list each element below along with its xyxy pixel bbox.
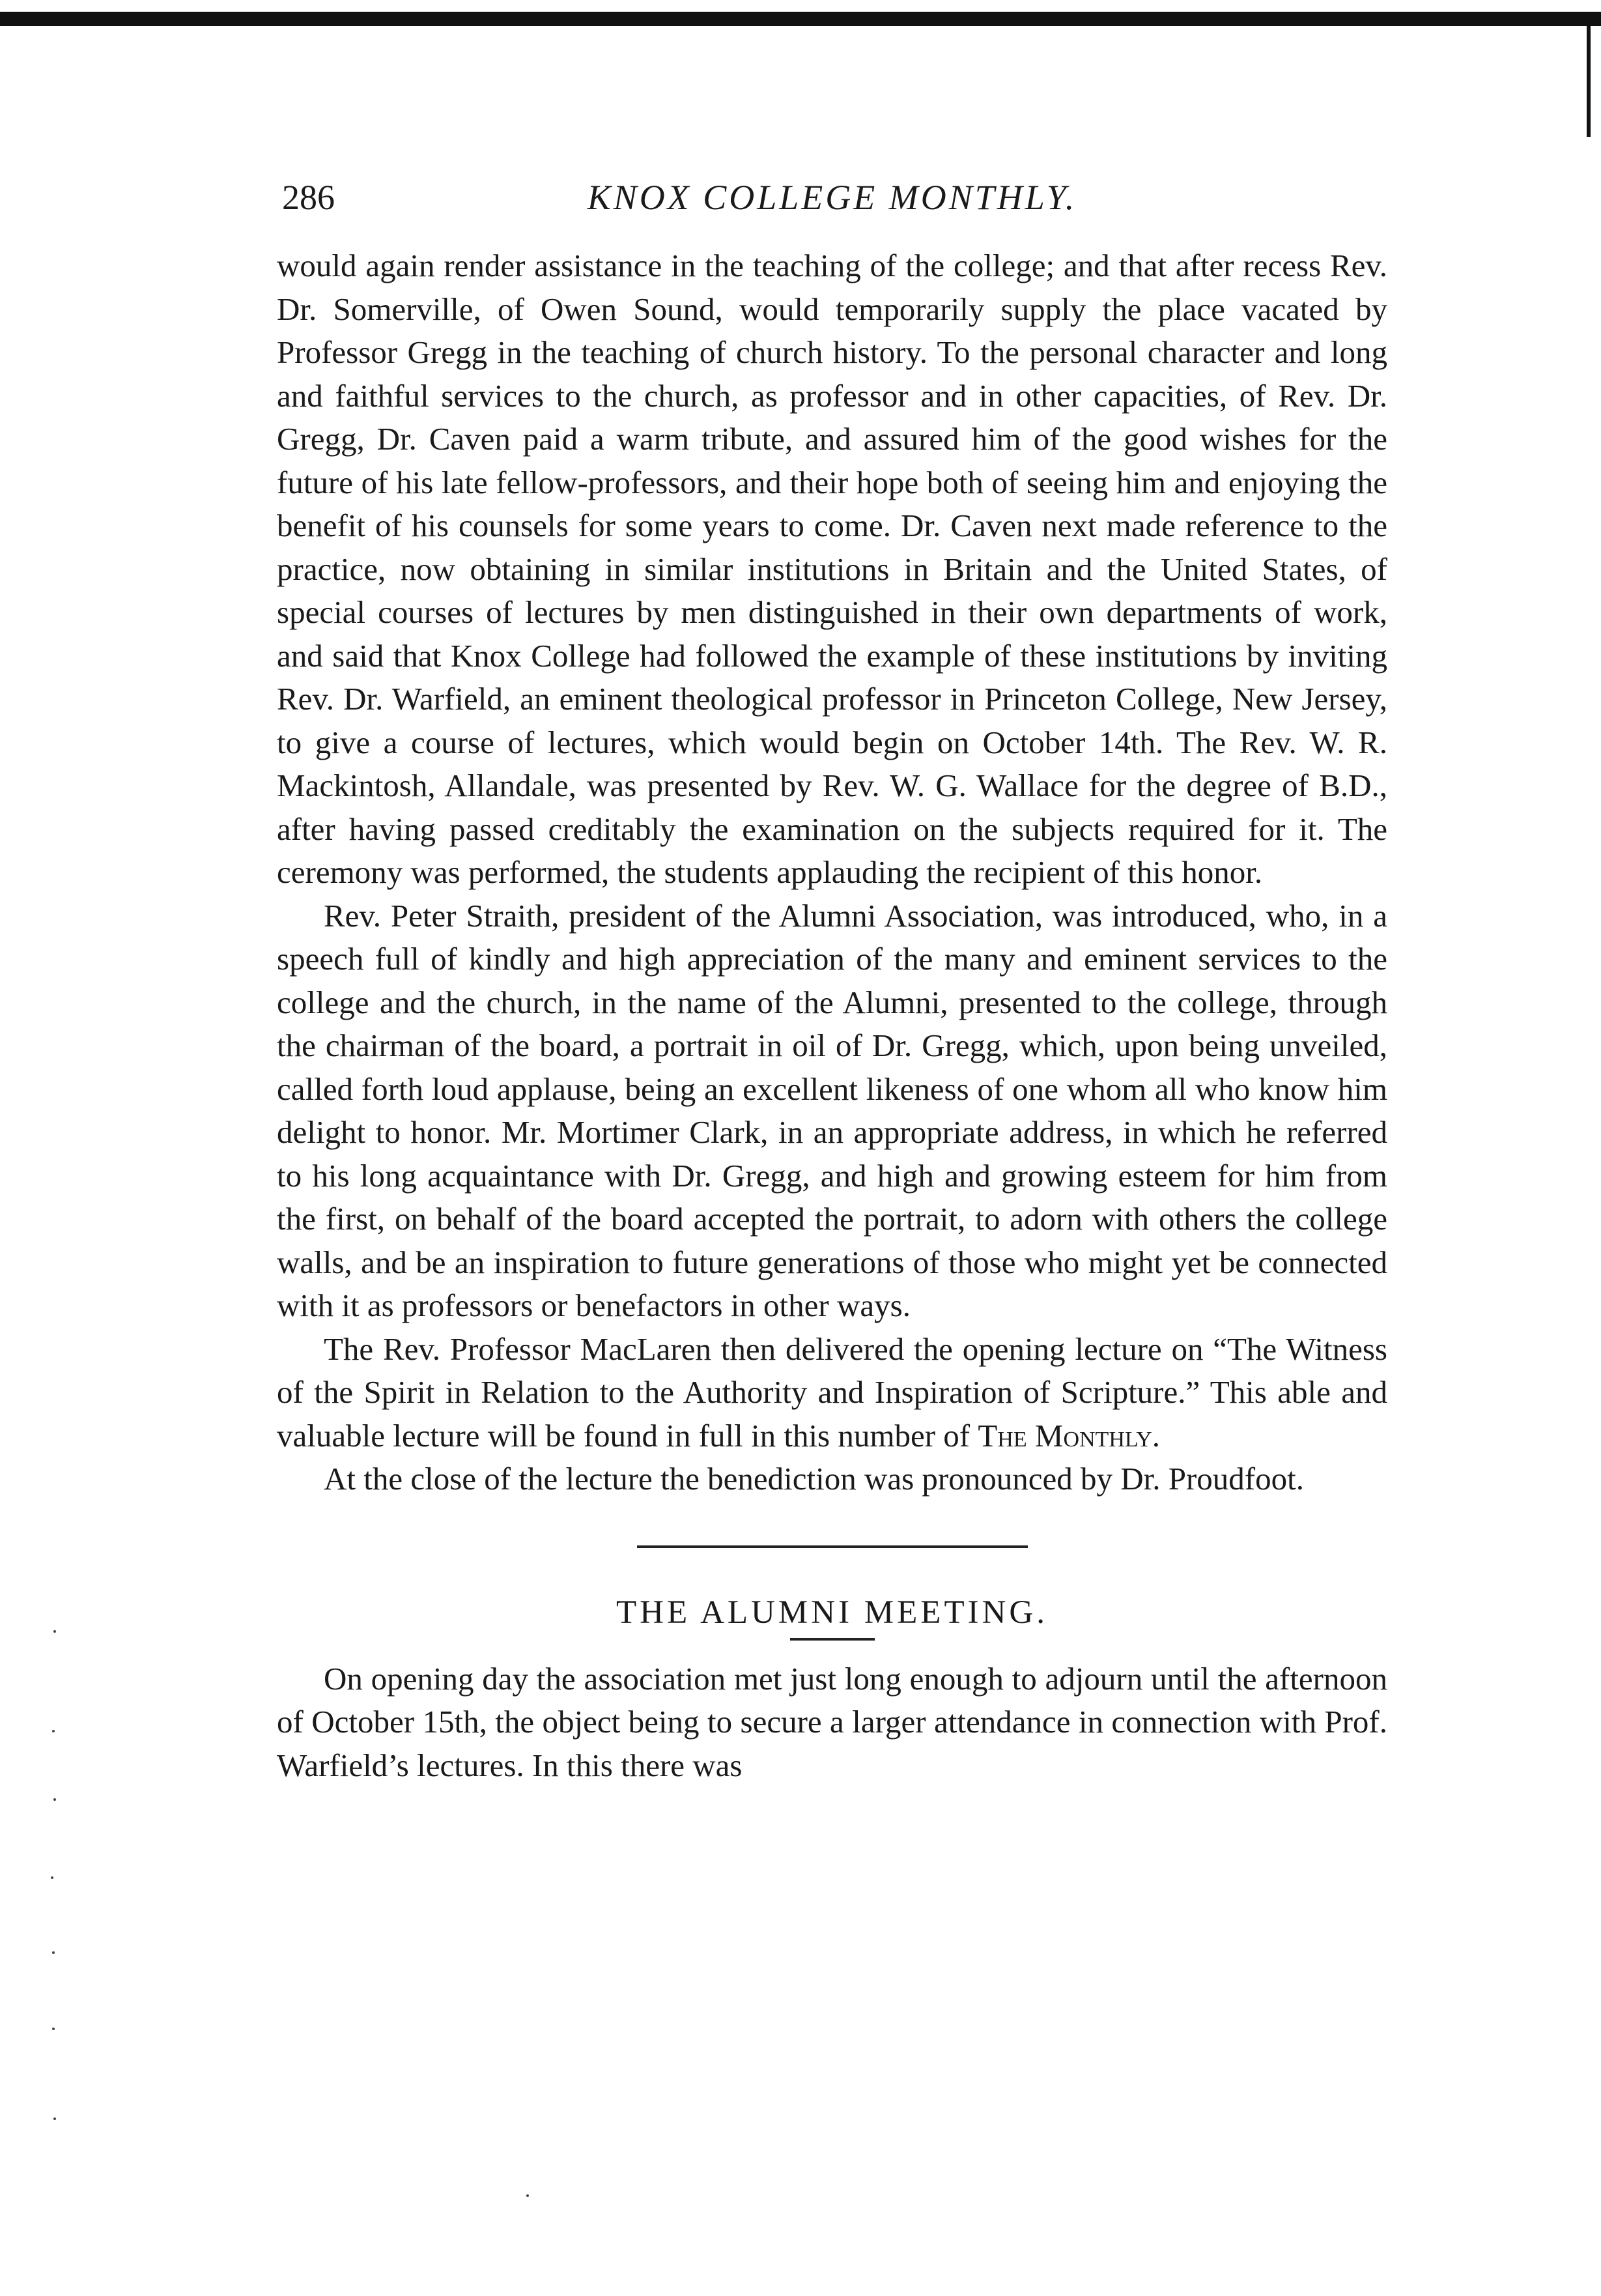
scan-top-border [0, 12, 1601, 26]
body-paragraph: would again render assistance in the teaching of the college; and that after recess Rev. Dr. Somerville, of Owen Sound, would temporarily supply the place vacated by Professor Gregg in the teaching of church history. To the personal character and long and faithful services to the church, as professor and in other capacities, of Rev. Dr. Gregg, Dr. Caven paid a warm tribute, and assured him of the good wishes for the future of his late fellow-professors, and their hope both of seeing him and enjoying the benefit of his counsels for some years to come. Dr. Caven next made reference to the practice, now obtaining in similar institutions in Britain and the United States, of special courses of lectures by men distinguished in their own departments of work, and said that Knox College had followed the example of these institutions by inviting Rev. Dr. Warfield, an eminent theological professor in Princeton College, New Jersey, to give a course of lectures, which would begin on October 14th. The Rev. W. R. Mackintosh, Allandale, was presented by Rev. W. G. Wallace for the degree of B.D., after having passed creditably the examination on the subjects required for it. The ceremony was performed, the students applauding the recipient of this honor. [277, 248, 1387, 890]
scan-speck [52, 1951, 55, 1954]
scan-speck [53, 1630, 56, 1633]
paragraph-text: The Rev. Professor MacLaren then delivered the opening lecture on “The Witness of the Spirit in Relation to the Authority and Inspiration of Scripture.” This able and valuable lecture will be found in full in this number of [277, 1330, 1387, 1454]
body-paragraph [277, 1328, 1387, 1458]
section-divider [637, 1545, 1028, 1548]
scan-speck [53, 2117, 56, 2120]
page-header [277, 171, 1387, 229]
body-paragraph: Rev. Peter Straith, president of the Alumni Association, was introduced, who, in a speech full of kindly and high appreciation of the many and eminent services to the college and the church, in the name of the Alumni, presented to the college, through the chairman of the board, a portrait in oil of Dr. Gregg, which, upon being unveiled, called forth loud applause, being an excellent likeness of one whom all who know him delight to honor. Mr. Mortimer Clark, in an appropriate address, in which he referred to his long acquaintance with Dr. Gregg, and high and growing esteem for him from the first, on behalf of the board accepted the portrait, to adorn with others the college walls, and be an inspiration to future generations of those who might yet be connected with it as professors or benefactors in other ways. [277, 897, 1387, 1323]
page-body [277, 244, 1387, 2251]
scan-right-border [1587, 20, 1591, 137]
paragraph-end: . [1152, 1417, 1161, 1454]
page-number: 286 [282, 178, 335, 217]
scan-speck [53, 1798, 56, 1801]
body-paragraph: At the close of the lecture the benediction was pronounced by Dr. Proudfoot. [324, 1461, 1304, 1497]
scan-speck [51, 1876, 53, 1879]
scan-speck [52, 1730, 55, 1732]
body-paragraph: On opening day the association met just long enough to adjourn until the afternoon of October 15th, the object being to secure a larger attendance in connection with Prof. Warfield’s lectures. In this there was [277, 1660, 1387, 1783]
running-title: KNOX COLLEGE MONTHLY. [587, 178, 1077, 217]
heading-underline [790, 1638, 875, 1641]
section-heading: THE ALUMNI MEETING. [616, 1594, 1048, 1631]
journal-name-smallcaps: The Monthly [978, 1417, 1152, 1454]
scan-speck [52, 2028, 55, 2030]
